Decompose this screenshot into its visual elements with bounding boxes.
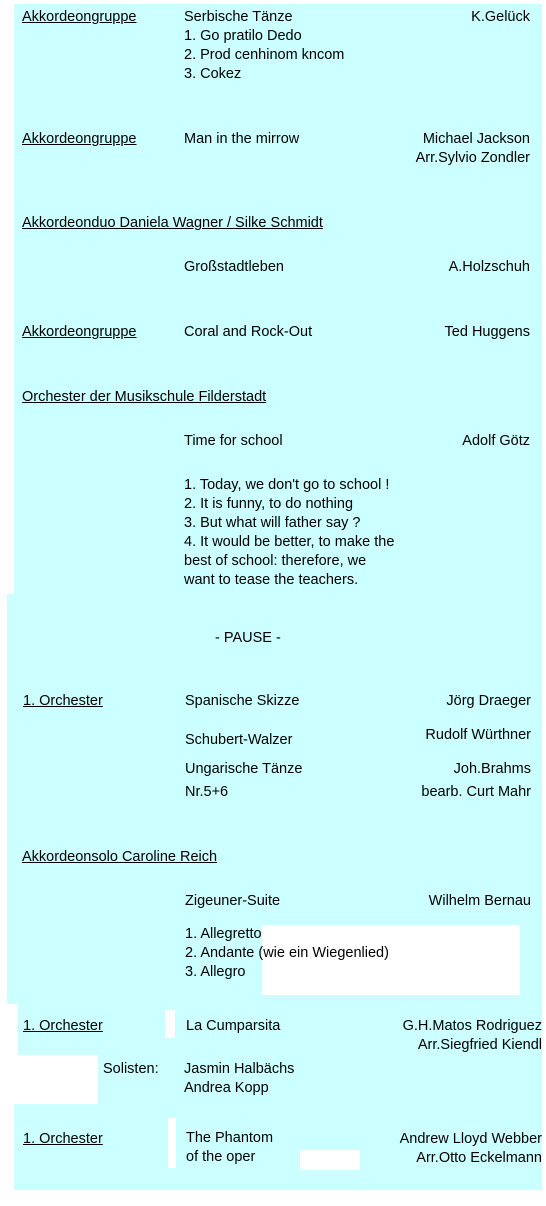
composer-name: A.Holzschuh: [448, 259, 530, 275]
piece-title: Time for school: [184, 433, 283, 449]
performer-label: Akkordeonsolo Caroline Reich: [22, 849, 218, 865]
soloists-list: Jasmin Halbächs Andrea Kopp: [184, 1061, 295, 1096]
piece-title: La Cumparsita: [186, 1018, 281, 1034]
soloists-label: Solisten:: [103, 1061, 159, 1077]
composer-name: Joh.Brahms: [453, 761, 531, 777]
panel-gap-left: [14, 1055, 98, 1110]
performer-label: 1. Orchester: [23, 693, 103, 709]
arranger-name: Arr.Sylvio Zondler: [415, 150, 530, 166]
performer-label: Akkordeongruppe: [22, 324, 137, 340]
composer-name: Rudolf Würthner: [425, 727, 531, 743]
composer-name: K.Gelück: [471, 9, 530, 25]
composer-name: Ted Huggens: [444, 324, 530, 340]
piece-title: Spanische Skizze: [185, 693, 300, 709]
composer-name: G.H.Matos Rodriguez: [402, 1018, 542, 1034]
performer-label: Orchester der Musikschule Filderstadt: [22, 389, 267, 405]
arranger-name: bearb. Curt Mahr: [421, 784, 531, 800]
movements-list: 1. Allegretto 2. Andante (wie ein Wiegenlied) 3. Allegro: [185, 926, 389, 980]
piece-title: Schubert-Walzer: [185, 732, 293, 748]
performer-label: Akkordeonduo Daniela Wagner / Silke Schmidt: [22, 215, 323, 231]
piece-title: Nr.5+6: [185, 784, 229, 800]
panel-gap-phantom-right: [300, 1150, 360, 1170]
pause-label: - PAUSE -: [215, 630, 281, 646]
piece-title: Ungarische Tänze: [185, 761, 303, 777]
performer-label: Akkordeongruppe: [22, 131, 137, 147]
piece-title: The Phantom of the oper: [186, 1130, 274, 1165]
arranger-name: Arr.Siegfried Kiendl: [417, 1037, 542, 1053]
composer-name: Adolf Götz: [462, 433, 530, 449]
performer-label: 1. Orchester: [23, 1018, 103, 1034]
panel-gap-phantom: [168, 1118, 176, 1168]
composer-name: Wilhelm Bernau: [428, 893, 531, 909]
arranger-name: Arr.Otto Eckelmann: [416, 1150, 542, 1166]
piece-title: Serbische Tänze: [184, 9, 293, 25]
panel-gap-mid: [165, 1010, 175, 1038]
piece-title: Man in the mirrow: [184, 131, 300, 147]
performer-label: 1. Orchester: [23, 1131, 103, 1147]
composer-name: Michael Jackson: [422, 131, 530, 147]
movements-list: 1. Go pratilo Dedo 2. Prod cenhinom kncom 3. Cokez: [184, 28, 345, 82]
movements-list: 1. Today, we don't go to school ! 2. It is funny, to do nothing 3. But what will father say ? 4. It would be better, to make the best of school: therefore, we want to tease the teachers.: [184, 477, 395, 588]
program-panel-bottom-strip: [14, 1176, 542, 1190]
composer-name: Andrew Lloyd Webber: [399, 1131, 542, 1147]
composer-name: Jörg Draeger: [446, 693, 531, 709]
piece-title: Coral and Rock-Out: [184, 324, 313, 340]
piece-title: Großstadtleben: [184, 259, 284, 275]
performer-label: Akkordeongruppe: [22, 9, 137, 25]
piece-title: Zigeuner-Suite: [185, 893, 281, 909]
